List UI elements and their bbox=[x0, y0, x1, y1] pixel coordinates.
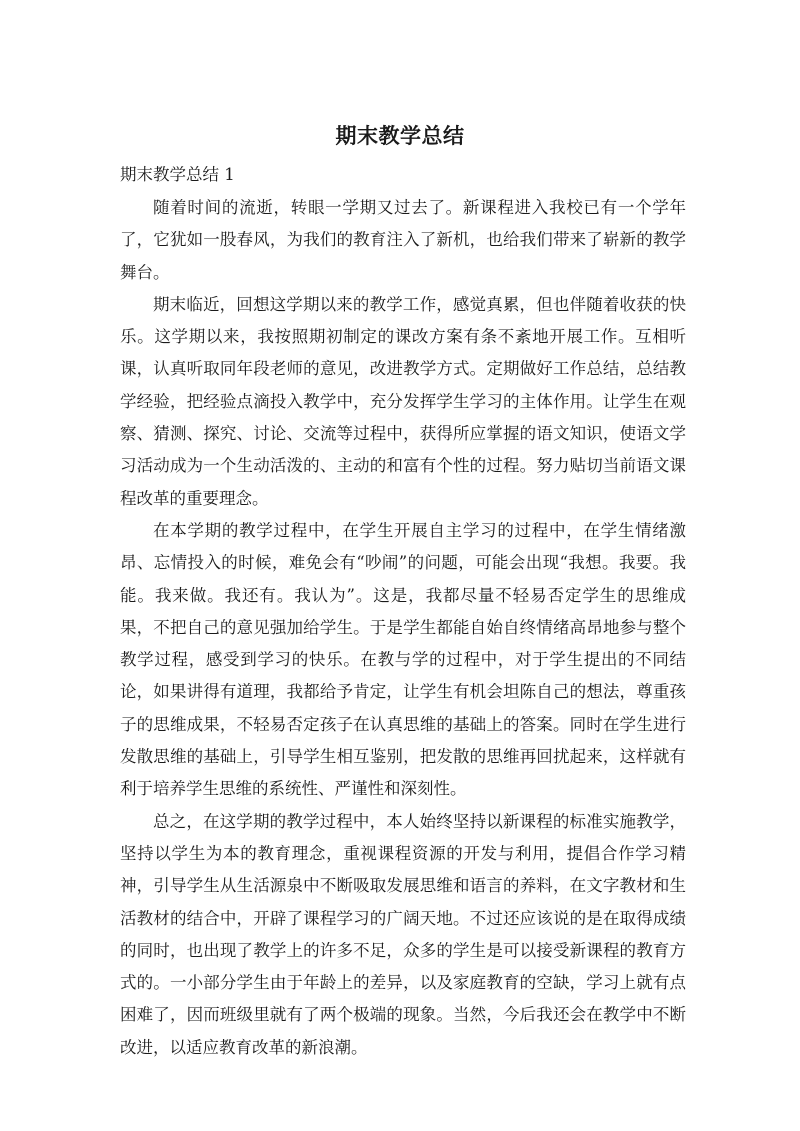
document-title: 期末教学总结 bbox=[335, 124, 465, 148]
document-body bbox=[120, 192, 686, 1064]
paragraph: 随着时间的流逝，转眼一学期又过去了。新课程进入我校已有一个学年了，它犹如一股春风，为我们的教育注入了新机，也给我们带来了崭新的教学舞台。 bbox=[120, 198, 686, 282]
paragraph: 总之，在这学期的教学过程中，本人始终坚持以新课程的标准实施教学，坚持以学生为本的教育理念，重视课程资源的开发与利用，提倡合作学习精神，引导学生从生活源泉中不断吸取发展思维和语言的养料，在文字教材和生活教材的结合中，开辟了课程学习的广阔天地。不过还应该说的是在取得成绩的同时，也出现了教学上的许多不足，众多的学生是可以接受新课程的教育方式的。一小部分学生由于年龄上的差异，以及家庭教育的空缺，学习上就有点困难了，因而班级里就有了两个极端的现象。当然，今后我还会在教学中不断改进，以适应教育改革的新浪潮。 bbox=[120, 811, 686, 1057]
section-title: 期末教学总结 1 bbox=[120, 165, 235, 184]
paragraph: 期末临近，回想这学期以来的教学工作，感觉真累，但也伴随着收获的快乐。这学期以来，我按照期初制定的课改方案有条不紊地开展工作。互相听课，认真听取同年段老师的意见，改进教学方式。定期做好工作总结，总结教学经验，把经验点滴投入教学中，充分发挥学生学习的主体作用。让学生在观察、猜测、探究、讨论、交流等过程中，获得所应掌握的语文知识，使语文学习活动成为一个生动活泼的、主动的和富有个性的过程。努力贴切当前语文课程改革的重要理念。 bbox=[120, 294, 686, 508]
paragraph: 在本学期的教学过程中，在学生开展自主学习的过程中，在学生情绪激昂、忘情投入的时候，难免会有“吵闹”的问题，可能会出现“我想。我要。我能。我来做。我还有。我认为”。这是，我都尽量不轻易否定学生的思维成果，不把自己的意见强加给学生。于是学生都能自始自终情绪高昂地参与整个教学过程，感受到学习的快乐。在教与学的过程中，对于学生提出的不同结论，如果讲得有道理，我都给予肯定，让学生有机会坦陈自己的想法，尊重孩子的思维成果，不轻易否定孩子在认真思维的基础上的答案。同时在学生进行发散思维的基础上，引导学生相互鉴别，把发散的思维再回扰起来，这样就有利于培养学生思维的系统性、严谨性和深刻性。 bbox=[120, 520, 686, 799]
